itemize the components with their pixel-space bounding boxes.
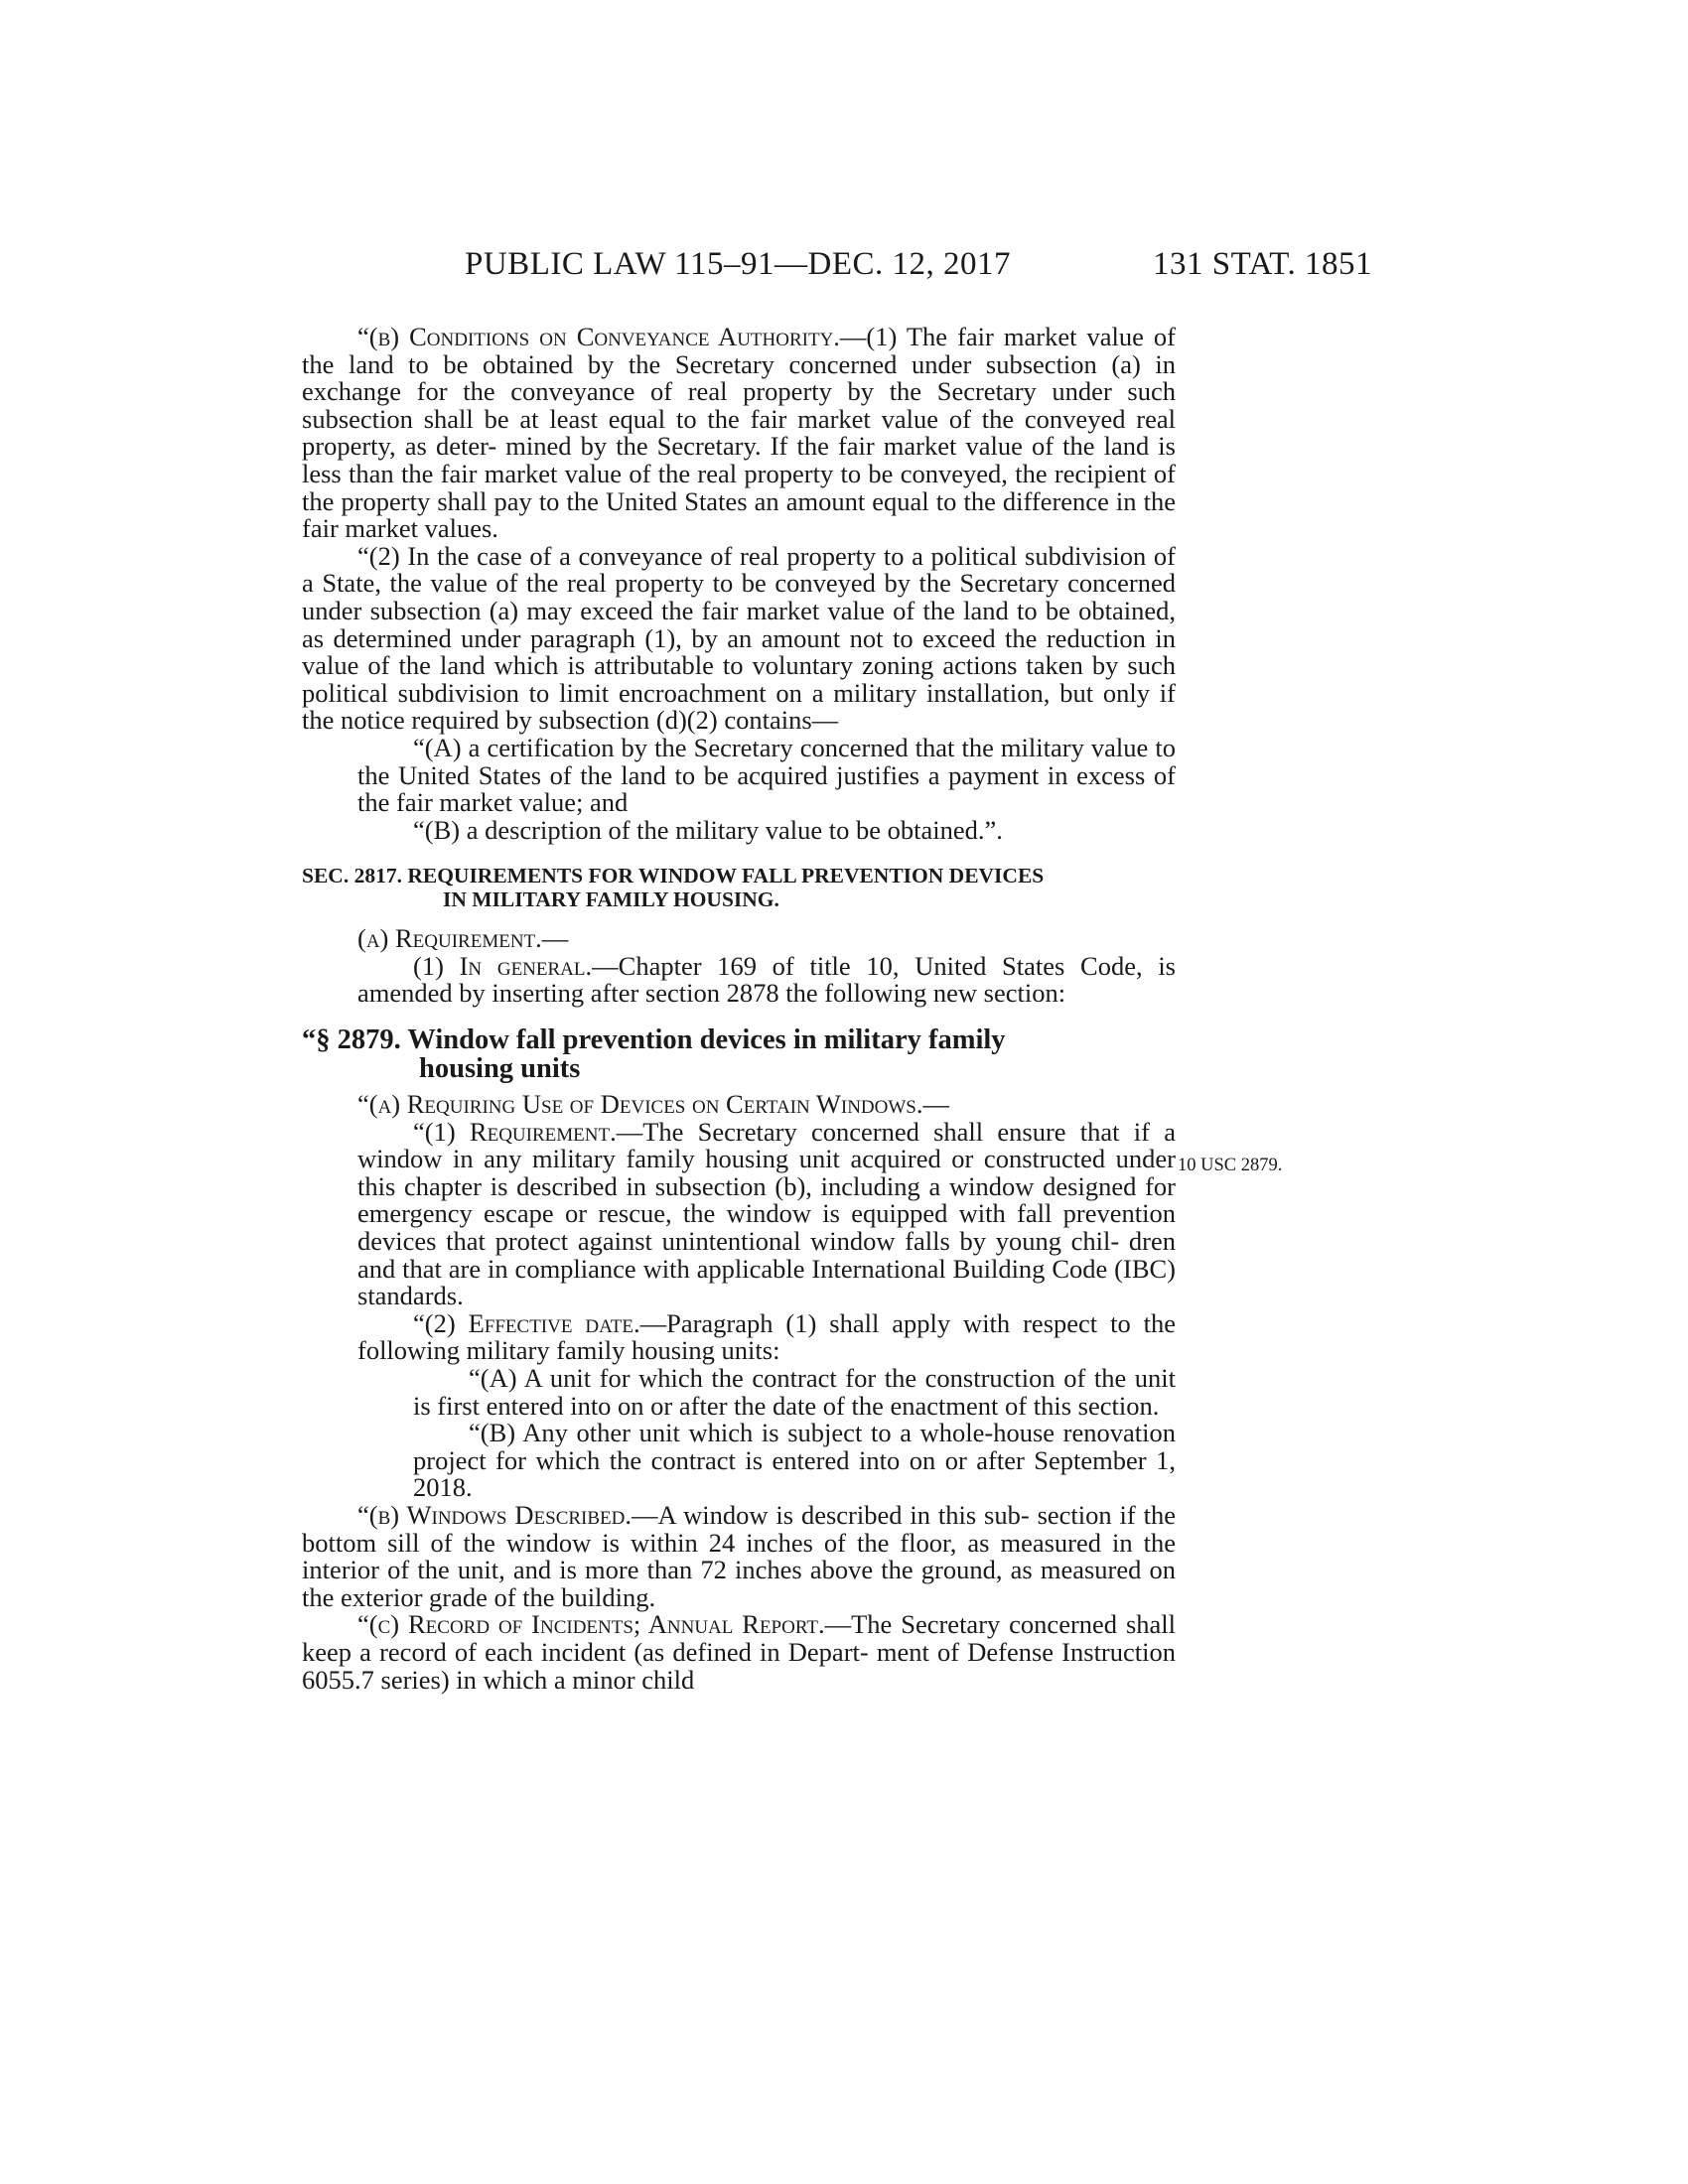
section-2817-heading-line2: IN MILITARY FAMILY HOUSING.: [443, 887, 779, 912]
paragraph-b: “(b) Conditions on Conveyance Authority.—(1) The fair market value of the land to be obtained by the Secretary concerned under subsection (a) in exchange for the conveyance of real property by the Secretary under such subsection shall be at least equal to the fair market value of the conveyed real property, as deter- mined by the Secretary. If the fair market value of the land is less than the fair market value of the real property to be conveyed, the recipient of the property shall pay to the United States an amount equal to the difference in the fair market values.: [302, 322, 1176, 544]
heading-effective-date: “(2) Effective date.: [413, 1307, 640, 1338]
subsection-a-requirement: (a) Requirement.—: [357, 923, 569, 954]
margin-citation: 10 USC 2879.: [1178, 1156, 1283, 1175]
heading-in-general: (1) In general.: [413, 950, 593, 981]
running-head-title: PUBLIC LAW 115–91—DEC. 12, 2017: [465, 246, 1012, 282]
heading-conditions-on-conveyance: “(b) Conditions on Conveyance Authority.: [357, 322, 840, 351]
section-2879-paragraph-2: “(2) Effective date.—Paragraph (1) shall apply with respect to the following military family housing units:: [357, 1307, 1176, 1366]
paragraph-b-2: “(2) In the case of a conveyance of real property to a political subdivision of a State, the value of the real property to be conveyed by the Secretary concerned under subsection (a) may exceed the fair market value of the land to be obtained, as determined under paragraph (1), by an amount not to exceed the reduction in value of the land which is attributable to voluntary zoning actions taken by such political subdivision to limit encroachment on a military installation, but only if the notice required by subsection (d)(2) contains—: [302, 540, 1176, 736]
section-2879-paragraph-2-A: “(A) A unit for which the contract for the construction of the unit is first entered into on or after the date of the enactment of this section.: [413, 1363, 1176, 1421]
section-2879-title-line2: housing units: [419, 1053, 581, 1085]
paragraph-b-2-A: “(A) a certification by the Secretary concerned that the military value to the United States of the land to be acquired justifies a payment in excess of the fair market value; and: [357, 732, 1176, 818]
document-body: [302, 324, 1176, 1694]
statute-page-number: 131 STAT. 1851: [1152, 246, 1372, 282]
section-2879-paragraph-2-B: “(B) Any other unit which is subject to a whole-house renovation project for which the contract is entered into on or after September 1, 2018.: [413, 1418, 1176, 1503]
paragraph-b-2-B: “(B) a description of the military value to be obtained.”.: [413, 814, 1003, 845]
paragraph-a-1: (1) In general.—Chapter 169 of title 10, United States Code, is amended by inserting after section 2878 the following new section:: [357, 950, 1176, 1009]
heading-windows-described: “(b) Windows Described.: [357, 1499, 633, 1530]
heading-requirement: “(1) Requirement.: [413, 1116, 617, 1147]
section-2879-subsection-b: “(b) Windows Described.—A window is described in this sub- section if the bottom sill of the window is within 24 inches of the floor, as measured in the interior of the unit, and is more than 72 inches above the ground, as measured on the exterior grade of the building.: [302, 1499, 1177, 1612]
heading-record-of-incidents: “(c) Record of Incidents; Annual Report.: [357, 1609, 825, 1640]
section-2817-heading-line1: SEC. 2817. REQUIREMENTS FOR WINDOW FALL PREVENTION DEVICES: [302, 864, 1045, 888]
section-2879-subsection-c: “(c) Record of Incidents; Annual Report.—The Secretary concerned shall keep a record of each incident (as defined in Depart- ment of Defense Instruction 6055.7 series) in which a minor child: [302, 1609, 1176, 1695]
section-2879-title-line1: “§ 2879. Window fall prevention devices in military family: [302, 1024, 1006, 1056]
section-2879-subsection-a: “(a) Requiring Use of Devices on Certain Windows.—: [357, 1089, 949, 1120]
section-2817-heading: [302, 864, 1176, 911]
section-2879-title: [302, 1025, 1176, 1083]
section-2879-paragraph-1: “(1) Requirement.—The Secretary concerned shall ensure that if a window in any military family housing unit acquired or constructed under this chapter is described in subsection (b), including a window designed for emergency escape or rescue, the window is equipped with fall prevention devices that protect against unintentional window falls by young chil- dren and that are in compliance with applicable International Building Code (IBC) standards.: [357, 1116, 1176, 1311]
